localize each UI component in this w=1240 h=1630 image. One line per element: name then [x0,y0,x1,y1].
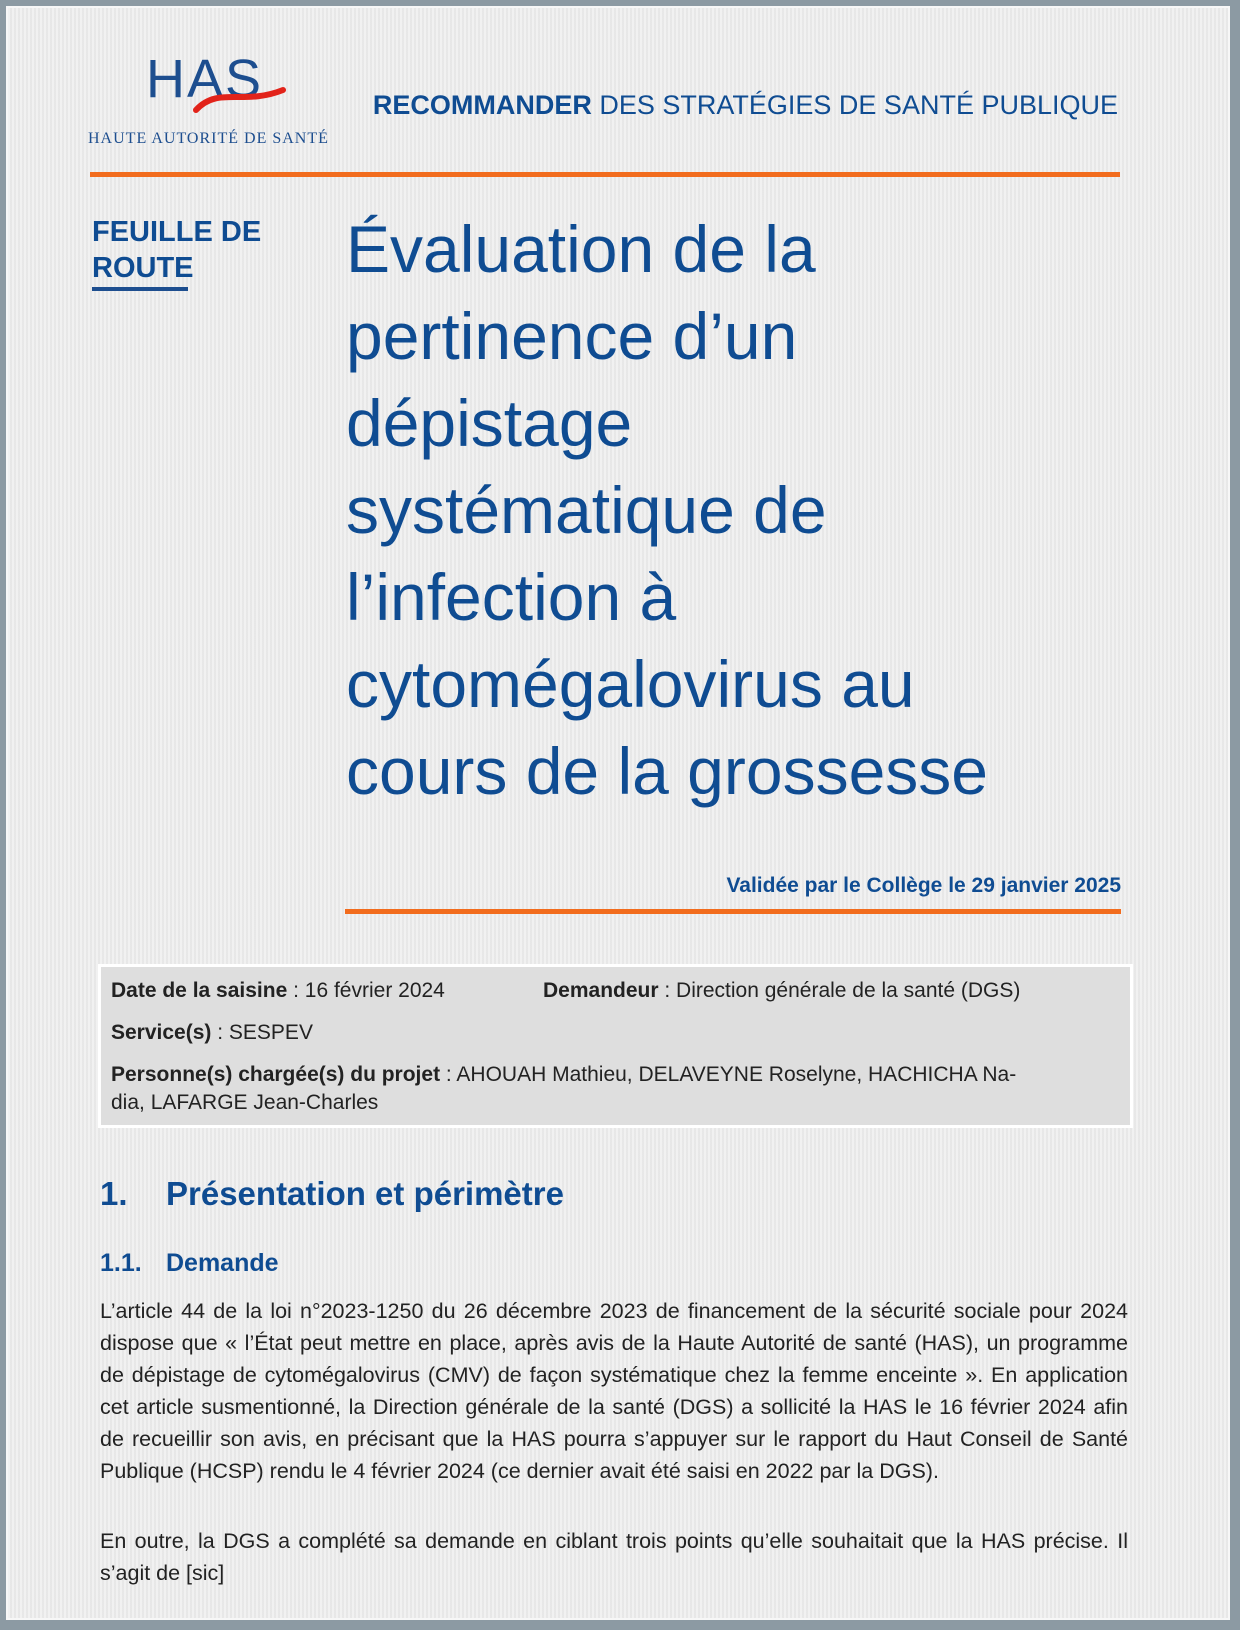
document-type-line2: ROUTE [92,252,194,284]
section-title: Présentation et périmètre [166,1175,564,1212]
info-requester-value: : Direction générale de la santé (DGS) [658,979,1021,1002]
info-date-row [111,979,445,1003]
info-persons-value-continued: dia, LAFARGE Jean-Charles [111,1091,379,1114]
info-requester-row [543,979,1020,1003]
info-requester-label: Demandeur [543,979,659,1002]
page-title [346,206,1146,815]
header-tagline-bold: RECOMMANDER [372,90,592,120]
subsection-heading [100,1249,279,1278]
info-persons-label: Personne(s) chargée(s) du projet [111,1063,441,1086]
body-paragraph: En outre, la DGS a complété sa demande en ciblant trois points qu’elle souhaitait que la HAS précise. Il s’agit de [sic] [100,1529,1128,1585]
section-heading [100,1175,564,1213]
subsection-number: 1.1. [100,1249,142,1277]
validation-date: Validée par le Collège le 29 janvier 2025 [726,874,1121,897]
info-service-value: : SESPEV [211,1021,313,1044]
body-paragraph: L’article 44 de la loi n°2023-1250 du 26 décembre 2023 de financement de la sécurité sociale pour 2024 dispose que « l’État peut mettre en place, après avis de la Haute Autorité de santé (HAS), un programme de dépistage de cytomégalovirus (CMV) de façon systématique chez la femme enceinte ». En application cet article susmentionné, la Direction générale de la santé (DGS) a sollicité la HAS le 16 février 2024 afin de recueillir son avis, en précisant que la HAS pourra s’appuyer sur le rapport du Haut Conseil de Santé Publique (HCSP) rendu le 4 février 2024 (ce dernier avait été saisi en 2022 par la DGS). [100,1299,1128,1483]
section-number: 1. [100,1175,128,1212]
logo-swoosh-icon [188,76,288,116]
document-type-underline [92,287,188,291]
info-persons-row-continued [111,1091,378,1115]
document-type-line1: FEUILLE DE [92,216,262,248]
title-line: cytomégalovirus au [346,647,915,721]
document-type-label [92,214,261,286]
title-divider [345,909,1121,914]
title-line: systématique de [346,473,827,547]
subsection-title: Demande [166,1249,279,1277]
document-page [6,6,1230,1620]
info-service-label: Service(s) [111,1021,212,1044]
logo-letters: HAS [146,49,264,109]
info-date-label: Date de la saisine [111,979,288,1002]
info-persons-row [111,1063,1016,1087]
header-tagline [368,90,1118,121]
info-date-value: : 16 février 2024 [287,979,445,1002]
info-persons-value: : AHOUAH Mathieu, DELAVEYNE Roselyne, HACHICHA Na- [440,1063,1017,1086]
title-line: l’infection à [346,560,677,634]
title-line: pertinence d’un [346,299,798,373]
info-service-row [111,1021,313,1045]
title-line: Évaluation de la [346,212,816,286]
header-divider [90,172,1120,177]
title-line: cours de la grossesse [346,734,988,808]
project-info-box [98,964,1133,1128]
title-line: dépistage [346,386,633,460]
logo-subtitle: HAUTE AUTORITÉ DE SANTÉ [88,130,329,147]
header-tagline-rest: DES STRATÉGIES DE SANTÉ PUBLIQUE [591,90,1118,120]
has-logo [88,48,358,158]
